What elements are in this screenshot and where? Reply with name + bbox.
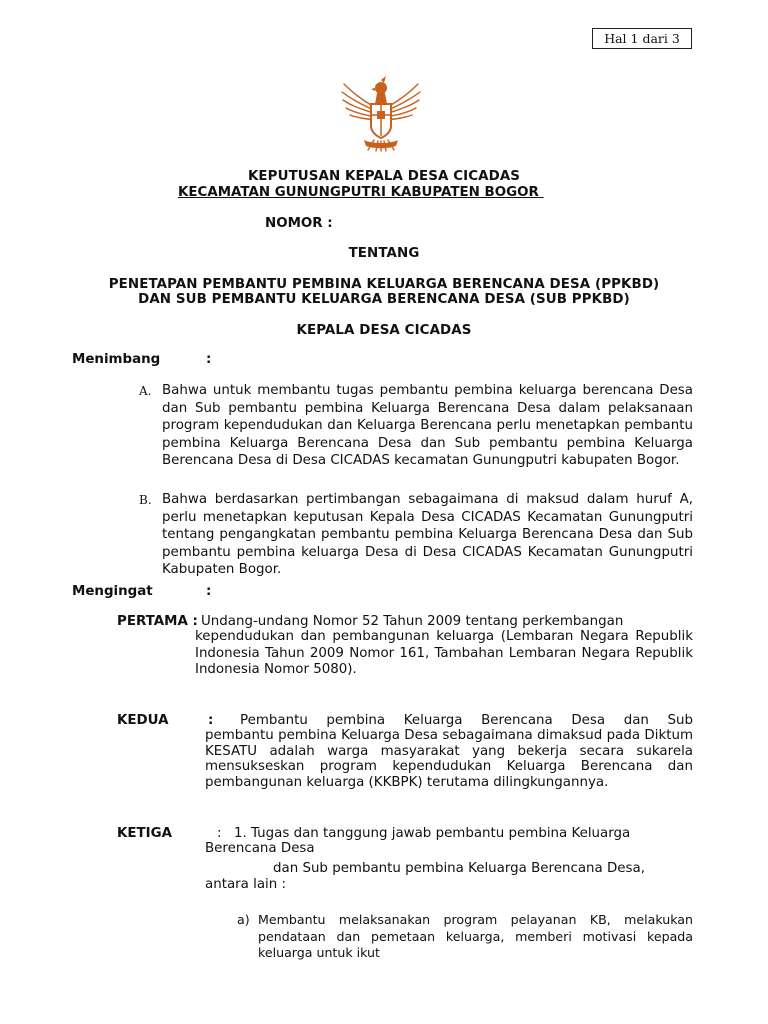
ketiga-sub-marker-a: a)	[237, 912, 250, 927]
subject-line-2: DAN SUB PEMBANTU KELUARGA BERENCANA DESA (SUB PPKBD)	[138, 292, 630, 307]
menimbang-item-b: Bahwa berdasarkan pertimbangan sebagaimana di maksud dalam huruf A, perlu menetapkan keputusan Kepala Desa CICADAS Kecamatan Gunungputri tentang pengangkatan pembantu pembina Keluarga Berencana Desa dan Sub pembantu pembina keluarga Desa di Desa CICADAS Kecamatan Gunungputri Kabupaten Bogor.	[162, 492, 693, 577]
kedua-first-line: Pembantu pembina Keluarga Berencana Desa dan Sub	[240, 713, 693, 728]
garuda-emblem-icon	[338, 74, 424, 152]
pertama-text: kependudukan dan pembangunan keluarga (Lembaran Negara Republik Indonesia Tahun 2009 Nomor 161, Tambahan Lembaran Negara Republik Indonesia Nomor 5080).	[195, 629, 693, 677]
ketiga-line-1: 1. Tugas dan tanggung jawab pembantu pembina Keluarga	[234, 826, 631, 841]
menimbang-label: Menimbang	[72, 352, 161, 367]
ketiga-label: KETIGA	[117, 826, 172, 841]
menimbang-item-a: Bahwa untuk membantu tugas pembantu pembina keluarga berencana Desa dan Sub pembantu pembina Keluarga Berencana Desa dalam pelaksanaan program kependudukan dan Keluarga Berencana perlu menetapkan pembantu pembina Keluarga Berencana Desa dan Sub pembantu pembina Keluarga Berencana Desa di Desa CICADAS kecamatan Gunungputri kabupaten Bogor.	[162, 383, 693, 468]
kedua-colon: :	[208, 713, 214, 728]
subject-line-1: PENETAPAN PEMBANTU PEMBINA KELUARGA BERENCANA DESA (PPKBD)	[108, 277, 660, 292]
decree-subtitle: KECAMATAN GUNUNGPUTRI KABUPATEN BOGOR	[178, 185, 539, 200]
issuer-heading: KEPALA DESA CICADAS	[296, 323, 472, 338]
page-indicator: Hal 1 dari 3	[592, 28, 692, 49]
menimbang-marker-b: B.	[139, 493, 152, 507]
mengingat-label: Mengingat	[72, 584, 153, 599]
mengingat-colon: :	[206, 584, 212, 599]
decree-number-label: NOMOR :	[265, 216, 333, 231]
kedua-text: pembantu pembina Keluarga Desa sebagaimana dimaksud pada Diktum KESATU adalah warga masyarakat yang bekerja secara sukarela mensukseskan program kependudukan Keluarga Berencana dan pembangunan keluarga (KKBPK) terutama dilingkungannya.	[205, 728, 693, 790]
tentang-heading: TENTANG	[348, 246, 420, 261]
ketiga-line-2: Berencana Desa	[205, 841, 315, 856]
kedua-label: KEDUA	[117, 713, 169, 728]
garuda-emblem-graphic	[338, 74, 424, 152]
menimbang-marker-a: A.	[139, 384, 152, 398]
ketiga-sub-item-a: Membantu melaksanakan program pelayanan KB, melakukan pendataan dan pemetaan keluarga, memberi motivasi kepada keluarga untuk ikut	[258, 912, 693, 960]
ketiga-line-3: dan Sub pembantu pembina Keluarga Berencana Desa,	[273, 861, 645, 876]
decree-title: KEPUTUSAN KEPALA DESA CICADAS	[247, 169, 521, 184]
menimbang-colon: :	[206, 352, 212, 367]
pertama-first-line: Undang-undang Nomor 52 Tahun 2009 tentang perkembangan	[201, 614, 624, 629]
pertama-label: PERTAMA :	[117, 614, 198, 629]
ketiga-colon: :	[217, 826, 222, 841]
ketiga-line-4: antara lain :	[205, 877, 287, 892]
